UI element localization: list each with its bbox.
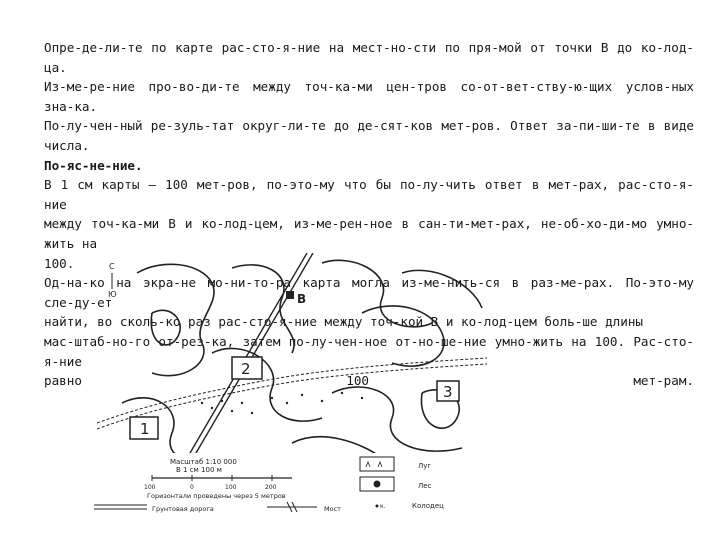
numbered-box-1 [130, 417, 158, 439]
well-icon [376, 505, 379, 508]
box-3-label: 3 [443, 383, 453, 401]
svg-text:к.: к. [380, 503, 386, 510]
task-line-3: По-лу-чен-ный ре-зуль-тат округ-ли-те до де-сят-ков мет-ров. Ответ за-пи-ши-те в виде числа. [44, 118, 694, 153]
task-line-1: Опре-де-ли-те по карте рас-сто-я-ние на мест-но-сти по пря-мой от точки В до ко-лод-ца. [44, 40, 694, 75]
map-legend [356, 453, 476, 517]
expl-line-4: Од-на-ко на экра-не мо-ни-то-ра карта могла из-ме-нить-ся в раз-ме-рах. По-это-му сле-ду-ет [44, 275, 694, 310]
expl-value: 100 [346, 373, 369, 389]
point-b-label: В [297, 292, 307, 306]
box-1-label: 1 [140, 420, 150, 438]
north-label: С [109, 262, 115, 271]
scale-sub: В 1 см 100 м [176, 466, 222, 474]
road-legend-label: Грунтовая дорога [152, 505, 214, 513]
expl-line-2: между точ-ка-ми В и ко-лод-цем, из-ме-рен-ное в сан-ти-мет-рах, не-об-хо-ди-мо умно-жить на [44, 216, 694, 251]
expl-line-5: найти, во сколь-ко раз рас-сто-я-ние между точ-кой В и ко-лод-цем боль-ше длины [44, 314, 643, 330]
legend-well: Колодец [412, 502, 444, 510]
scale-tick-0: 100 [144, 484, 156, 491]
legend-forest: Лес [418, 482, 432, 490]
expl-equals-word: равно [44, 373, 82, 389]
task-line-2: Из-ме-ре-ние про-во-ди-те между точ-ка-ми цен-тров со-от-вет-ству-ю-щих услов-ных зна-ка. [44, 79, 694, 114]
numbered-box-3 [437, 381, 459, 401]
expl-unit: мет-рам. [633, 373, 694, 389]
south-label: Ю [108, 290, 117, 299]
legend-meadow: Луг [418, 462, 432, 470]
bridge-legend-label: Мост [324, 505, 341, 513]
scale-title: Масштаб 1:10 000 [170, 458, 237, 466]
contour-note: Горизонтали проведены через 5 метров [147, 492, 286, 500]
north-arrow [108, 262, 117, 299]
point-b-marker [286, 291, 306, 306]
explanation-heading: По-яс-не-ние. [44, 157, 143, 173]
meadow-swatch [360, 457, 394, 471]
numbered-box-2 [232, 357, 262, 379]
expl-line-6: мас-штаб-но-го от-рез-ка, затем по-лу-чен-ное от-но-ше-ние умно-жить на 100. Рас-сто-я-ние [44, 333, 694, 369]
scale-tick-1: 0 [190, 484, 194, 491]
expl-line-1: В 1 см карты — 100 мет-ров, по-это-му что бы по-лу-чить ответ в мет-рах, рас-сто-я-ние [44, 177, 694, 212]
scale-tick-2: 100 [225, 484, 237, 491]
box-2-label: 2 [241, 360, 251, 378]
task-text [44, 38, 694, 156]
expl-line-3: 100. [44, 255, 75, 271]
tree-icon [374, 481, 381, 488]
scale-tick-3: 200 [265, 484, 277, 491]
